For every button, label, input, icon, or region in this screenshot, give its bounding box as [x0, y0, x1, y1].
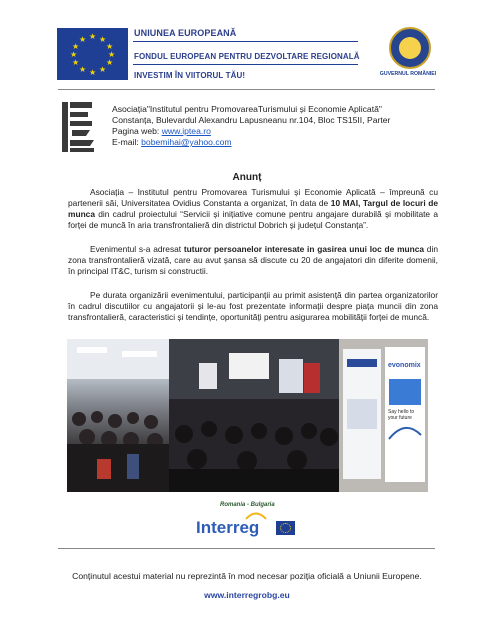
event-photo-crowd — [67, 339, 169, 492]
paragraph-1 — [68, 187, 438, 231]
gov-caption: GUVERNUL ROMÂNIEI — [379, 71, 437, 77]
footer-url[interactable]: www.interregrobg.eu — [204, 590, 290, 600]
web-label: Pagina web: — [112, 126, 162, 136]
header-rule — [58, 89, 435, 90]
institution-name: Asociația"Institutul pentru PromovareaTurismului și Economie Aplicată" — [112, 104, 382, 114]
web-link[interactable]: www.iptea.ro — [161, 126, 211, 136]
p1-highlight: 10 MAI, Targul de locuri de munca — [68, 198, 438, 219]
header-eu-title: UNIUNEA EUROPEANĂ — [134, 28, 237, 38]
header-fund-title: FONDUL EUROPEAN PENTRU DEZVOLTARE REGIONALĂ — [134, 52, 360, 61]
paragraph-3: Pe durata organizării evenimentului, participanții au primit asistență din partea organizatorilor în cadrul discutiilor cu angajatorii și le-au fost prezentate informații despre piața muncii din zona transfrontalieră, caracteristici și tendințe, oportunități pentru asigurarea mobilității forței de muncă. — [68, 290, 438, 322]
interreg-logo-text: Interreg — [196, 518, 260, 537]
footer-disclaimer: Conținutul acestui material nu reprezintă în mod necesar poziția oficială a Uniunii Europene. — [72, 571, 422, 581]
banner-brand: evonomix — [388, 362, 421, 369]
p2-text: Evenimentul s-a adresat — [90, 244, 184, 254]
header-slogan: INVESTIM ÎN VIITORUL TĂU! — [134, 71, 246, 80]
romanian-government-seal-icon — [389, 27, 431, 69]
page-title: Anunț — [232, 172, 262, 183]
paragraph-2 — [68, 244, 438, 277]
interreg-eu-flag-icon — [276, 521, 295, 535]
email-link[interactable]: bobemihai@yahoo.com — [141, 137, 232, 147]
header-divider — [133, 64, 358, 65]
header-divider — [133, 41, 358, 42]
iptea-logo-icon — [60, 100, 98, 156]
banner-tagline: Say hello to your future — [388, 409, 415, 421]
interreg-program-text: Romania - Bulgaria — [220, 502, 275, 508]
eu-flag-logo: ★ ★ ★ ★ ★ ★ ★ ★ ★ ★ ★ ★ — [57, 28, 128, 80]
p2-text-end: din zona transfrontalieră vizată, care au avut șansa să discute cu 20 de angajatori din diferite domenii, în principal IT&C, turism si constructii. — [68, 244, 438, 276]
p1-text: Asociația – Institutul pentru Promovarea Turismului și Economie Aplicată – împreună cu partenerii săi, Universitatea Ovidius Constanta a organizat, în data de — [68, 187, 438, 208]
institution-web — [112, 126, 211, 137]
email-label: E-mail: — [112, 137, 142, 147]
footer-rule — [58, 548, 435, 549]
p2-highlight: tuturor persoanelor interesate in gasirea unui loc de munca — [183, 244, 425, 254]
event-photo-hall — [169, 339, 339, 492]
institution-email — [112, 137, 232, 148]
event-photo-banners — [339, 339, 428, 492]
institution-address: Constanța, Bulevardul Alexandru Lapusneanu nr.104, Bloc TS15II, Parter — [112, 115, 391, 125]
p1-text-end: din cadrul proiectului “Servicii și inițiative comune pentru angajare durabilă și mobilitate a forței de muncă în aria transfrontalieră din districtul Dobrich și județul Constanța”. — [68, 209, 438, 230]
